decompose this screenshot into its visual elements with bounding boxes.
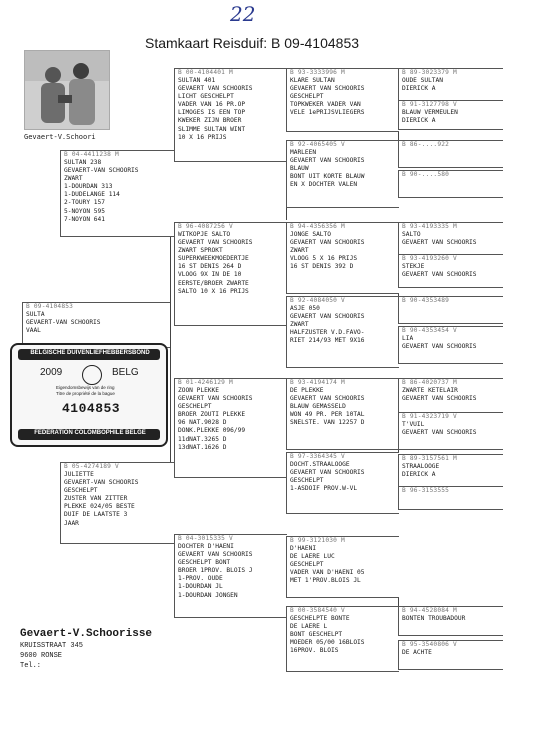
great-grandparent-box: [398, 454, 503, 490]
pedigree-line: WITKOPJE SALTO: [178, 231, 231, 238]
photo-image: [25, 51, 109, 129]
pedigree-line: 1-PROV. OUDE: [178, 575, 223, 583]
pigeon-owner-photo: [24, 50, 110, 130]
ring-number: B 94-4356356 M: [290, 223, 345, 230]
pedigree-line: LICHT GESCHELPT: [178, 93, 234, 101]
pedigree-line: 13dNAT.1626 D: [178, 443, 227, 451]
ring-number: B 00-3584540 V: [290, 607, 345, 614]
ring-number: B 86-4020737 M: [402, 379, 457, 386]
pedigree-line: GESCHELPT: [64, 487, 98, 495]
page-title: Stamkaart Reisduif: B 09-4104853: [145, 35, 360, 51]
emblem-icon: [82, 365, 102, 385]
pigeon-name: SULTA: [26, 311, 45, 318]
ring-number: B 01-4246129 M: [178, 379, 233, 386]
stamp-country: BELG: [112, 367, 139, 378]
breeder: GEVAERT-VAN SCHOORIS: [26, 319, 101, 327]
great-grandparent-box: [398, 254, 503, 288]
pedigree-line: STEKJE: [402, 263, 425, 270]
pedigree-line: DE PLEKKE: [290, 387, 324, 394]
ancestor-box-mmm: [286, 606, 399, 672]
pedigree-line: GESCHELPT: [290, 477, 324, 485]
pedigree-line: LIMOGES IS EEN TOP: [178, 109, 246, 117]
pedigree-line: DE LAERE L: [290, 623, 328, 631]
pedigree-line: 7-NOYON 641: [64, 215, 105, 223]
ring-number: B 95-3540806 V: [402, 641, 457, 648]
pedigree-line: ZUSTER VAN ZITTER: [64, 495, 128, 503]
ring-number: B 96-4087256 V: [178, 223, 233, 230]
pedigree-line: SLIMME SULTAN WINT: [178, 125, 246, 133]
pedigree-line: BLAUW VERMEULEN: [402, 109, 458, 116]
ancestor-box-fmf: [286, 222, 399, 294]
ring-number: B 92-4065405 V: [290, 141, 345, 148]
pedigree-line: GEVAERT VAN SCHOORIS: [178, 239, 253, 247]
ancestor-box-ff: [174, 68, 287, 162]
photo-caption: Gevaert-V.Schoori: [24, 133, 96, 141]
pedigree-line: KLARE SULTAN: [290, 77, 335, 84]
ancestor-box-ffm: [286, 140, 399, 208]
pedigree-line: VADER VAN D'HAENI 05: [290, 569, 365, 577]
pedigree-line: 16 ST DENIS 264 D: [178, 263, 242, 271]
ancestor-box-mf: [174, 378, 287, 478]
great-grandparent-box: [398, 222, 503, 258]
pedigree-line: DOCHT.STRAALOOGE: [290, 461, 350, 468]
pedigree-line: SUPERKWEEKMOEDERTJE: [178, 255, 249, 263]
owner-street: KRUISSTRAAT 345: [20, 642, 84, 650]
pedigree-line: 2-TOURY 157: [64, 199, 105, 207]
great-grandparent-box: [398, 640, 503, 670]
pedigree-line: JULIETTE: [64, 471, 94, 478]
great-grandparent-box: [398, 170, 503, 198]
pedigree-line: GEVAERT VAN SCHOORIS: [290, 313, 365, 321]
pedigree-line: SULTAN 401: [178, 77, 216, 84]
pedigree-line: ZWART: [290, 247, 309, 255]
pedigree-line: GEVAERT VAN SCHOORIS: [178, 395, 253, 403]
pedigree-line: GEVAERT VAN SCHOORIS: [402, 239, 477, 247]
pedigree-line: 1-DOURDAN JONGEN: [178, 591, 238, 599]
ring-number: B 05-4274189 V: [64, 463, 119, 470]
stamp-bottom-text: FEDERATION COLOMBOPHILE BELGE: [34, 430, 146, 436]
pedigree-line: GESCHELPT: [290, 561, 324, 569]
great-grandparent-box: [398, 378, 503, 414]
pedigree-line: GEVAERT VAN SCHOORIS: [290, 469, 365, 477]
pedigree-line: GESCHELPT: [178, 403, 212, 411]
pedigree-line: TOPKWEKER VADER VAN: [290, 101, 361, 109]
stamp-top-text: BELGISCHE DUIVENLIEFHEBBERSBOND: [30, 350, 150, 356]
pedigree-line: GEVAERT VAN SCHOORIS: [178, 551, 253, 559]
pedigree-line: GEVAERT-VAN SCHOORIS: [64, 167, 139, 175]
pedigree-line: 1-DOURDAN 313: [64, 183, 113, 191]
pedigree-line: SALTO: [402, 231, 421, 238]
pedigree-line: MET 1'PROV.BLOIS JL: [290, 577, 361, 585]
pedigree-line: DOCHTER D'HAENI: [178, 543, 234, 550]
pedigree-line: STRAALOOGE: [402, 463, 440, 470]
pedigree-line: GEVAERT VAN SCHOORIS: [290, 157, 365, 165]
pedigree-line: GEVAERT VAN SCHOORIS: [402, 395, 477, 403]
pedigree-line: GEVAERT VAN SCHOORIS: [402, 343, 477, 351]
pedigree-line: VELE 1ePRIJSVLIEGERS: [290, 109, 365, 117]
pedigree-line: DONK.PLEKKE 096/99: [178, 427, 246, 435]
pedigree-line: DIERICK A: [402, 85, 436, 93]
pedigree-line: DUIF DE LAATSTE 3: [64, 511, 128, 519]
great-grandparent-box: [398, 606, 503, 636]
pedigree-line: DIERICK A: [402, 117, 436, 125]
ring-number: B 00-4104401 M: [178, 69, 233, 76]
ancestor-box-fff: [286, 68, 399, 132]
great-grandparent-box: [398, 100, 503, 130]
pedigree-line: OUDE SULTAN: [402, 77, 443, 84]
pedigree-line: DE ACHTE: [402, 649, 432, 656]
stamp-line: Eigendomsbewijs van de ring: [56, 385, 115, 390]
owner-city: 9600 RONSE: [20, 652, 63, 660]
great-grandparent-box: [398, 326, 503, 364]
great-grandparent-box: [398, 412, 503, 450]
pedigree-line: ZWART SPROKT: [178, 247, 223, 255]
pedigree-line: 16 ST DENIS 392 D: [290, 263, 354, 271]
ring-number: B 93-3333996 M: [290, 69, 345, 76]
pedigree-line: VLOOG 5 X 16 PRIJS: [290, 255, 358, 263]
pedigree-line: GEVAERT-VAN SCHOORIS: [64, 479, 139, 487]
pedigree-line: DE LAERE LUC: [290, 553, 335, 561]
ancestor-box-f: [60, 150, 177, 237]
pedigree-line: JONGE SALTO: [290, 231, 331, 238]
pedigree-line: MARLEEN: [290, 149, 317, 156]
ring-number: B 93-4193335 M: [402, 223, 457, 230]
ring-number: B 04-3015335 V: [178, 535, 233, 542]
pedigree-line: WON 49 PR. PER 10TAL: [290, 411, 365, 419]
pedigree-line: GEVAERT VAN SCHOORIS: [402, 429, 477, 437]
pedigree-line: D'HAENI: [290, 545, 317, 552]
ancestor-box-mff: [286, 378, 399, 450]
great-grandparent-box: [398, 68, 503, 104]
pedigree-line: BONT GESCHELPT: [290, 631, 343, 639]
stamp-line: Titre de propriété de la bague: [56, 391, 115, 396]
ring-number: B 90-....580: [402, 171, 450, 178]
pedigree-line: SALTO 10 X 16 PRIJS: [178, 287, 249, 295]
pedigree-line: GEVAERT VAN SCHOORIS: [290, 395, 365, 403]
pedigree-line: EN X DOCHTER VALEN: [290, 181, 358, 189]
ring-number: B 91-4323719 V: [402, 413, 457, 420]
pedigree-line: ZOON PLEKKE: [178, 387, 219, 394]
stamp-number: 4104853: [62, 401, 121, 416]
ring-number: B 09-4104853: [26, 303, 74, 310]
pedigree-line: 16PROV. BLOIS: [290, 647, 339, 655]
ring-number: B 97-3364345 V: [290, 453, 345, 460]
pedigree-line: 5-NOYON 595: [64, 207, 105, 215]
ring-number: B 99-3121030 M: [290, 537, 345, 544]
ring-number: B 96-3153555: [402, 487, 450, 494]
pedigree-line: 10 X 16 PRIJS: [178, 133, 227, 141]
color: VAAL: [26, 327, 41, 335]
pedigree-line: GEVAERT VAN SCHOORIS: [290, 239, 365, 247]
pedigree-line: MOEDER 05/00 16BLOIS: [290, 639, 365, 647]
pedigree-line: BONT UIT KORTE BLAUW: [290, 173, 365, 181]
ancestor-box-fmm: [286, 296, 399, 368]
pedigree-line: GEVAERT VAN SCHOORIS: [178, 85, 253, 93]
great-grandparent-box: [398, 296, 503, 324]
pedigree-line: LIA: [402, 335, 414, 342]
pedigree-line: GESCHELPT: [290, 93, 324, 101]
owner-tel: Tel.:: [20, 662, 42, 670]
pedigree-line: BROER ZOUTI PLEKKE: [178, 411, 246, 419]
ring-number: B 89-3023379 M: [402, 69, 457, 76]
ancestor-box-m: [60, 462, 177, 544]
ancestor-box-fm: [174, 222, 287, 326]
pedigree-line: BONTEN TROUBADOUR: [402, 615, 466, 622]
pedigree-line: 11dNAT.3265 D: [178, 435, 227, 443]
pedigree-line: ASJE 050: [290, 305, 320, 312]
pedigree-line: 96 NAT.9028 D: [178, 419, 227, 427]
pedigree-line: GESCHELPT BONT: [178, 559, 231, 567]
pedigree-line: GEVAERT VAN SCHOORIS: [290, 85, 365, 93]
pedigree-line: ZWART: [64, 175, 83, 183]
subject-pigeon-box: [22, 302, 171, 348]
ring-number: B 90-4353489: [402, 297, 450, 304]
pedigree-line: PLEKKE 024/05 BESTE: [64, 503, 135, 511]
pedigree-line: KWEKER ZIJN BROER: [178, 117, 242, 125]
pedigree-line: GESCHELPTE BONTE: [290, 615, 350, 622]
pedigree-line: RIET 214/93 MET 9X16: [290, 337, 365, 345]
pedigree-line: GEVAERT VAN SCHOORIS: [402, 271, 477, 279]
pedigree-line: ZWART: [290, 321, 309, 329]
pedigree-line: EERSTE/BROER ZWARTE: [178, 279, 249, 287]
pedigree-line: VADER VAN 16 PR.OP: [178, 101, 246, 109]
ancestor-box-mmf: [286, 536, 399, 598]
pedigree-line: JAAR: [64, 519, 79, 527]
pedigree-line: 1-DOURDAN JL: [178, 583, 223, 591]
ring-number: B 90-4353454 V: [402, 327, 457, 334]
ring-certificate-stamp: [10, 343, 168, 447]
owner-name: Gevaert-V.Schoorisse: [20, 628, 153, 640]
handwritten-number: 22: [230, 2, 256, 26]
ring-number: B 91-3127798 V: [402, 101, 457, 108]
ancestor-box-mfm: [286, 452, 399, 514]
ring-number: B 86-....922: [402, 141, 450, 148]
pedigree-line: SNELSTE. VAN 12257 D: [290, 419, 365, 427]
stamp-year: 2009: [40, 367, 63, 378]
pedigree-line: BROER 1PROV. BLOIS J: [178, 567, 253, 575]
pedigree-line: VLOOG 9X IN DE 10: [178, 271, 242, 279]
great-grandparent-box: [398, 140, 503, 168]
ancestor-box-mm: [174, 534, 287, 618]
ring-number: B 94-4528084 M: [402, 607, 457, 614]
pedigree-line: T'VUIL: [402, 421, 425, 428]
pedigree-line: BLAUW GEMASSELD: [290, 403, 346, 411]
pedigree-line: 1-ASDOIF PROV.W-VL: [290, 485, 358, 493]
ring-number: B 04-4411238 M: [64, 151, 119, 158]
ring-number: B 92-4084050 V: [290, 297, 345, 304]
pedigree-line: DIERICK A: [402, 471, 436, 479]
pedigree-line: BLAUW: [290, 165, 309, 173]
ring-number: B 89-3157561 M: [402, 455, 457, 462]
ring-number: B 93-4193260 V: [402, 255, 457, 262]
pedigree-line: 1-DUDELANGE 114: [64, 191, 120, 199]
pedigree-line: ZWARTE KETELAIR: [402, 387, 458, 394]
great-grandparent-box: [398, 486, 503, 510]
ring-number: B 93-4194174 M: [290, 379, 345, 386]
pedigree-line: HALFZUSTER V.D.FAVO-: [290, 329, 365, 337]
pedigree-line: SULTAN 238: [64, 159, 102, 166]
